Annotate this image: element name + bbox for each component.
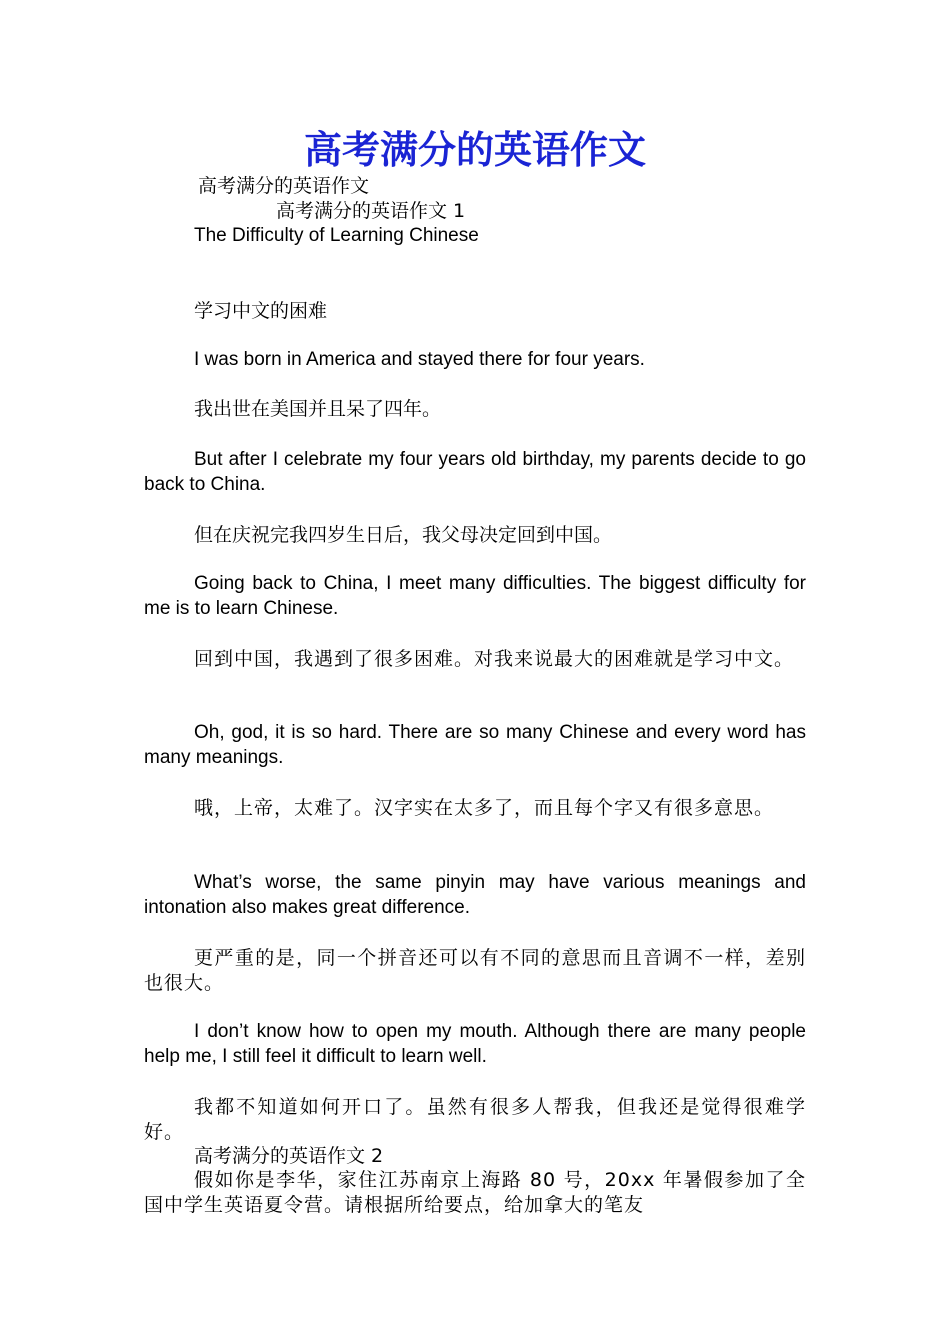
document-title: 高考满分的英语作文 bbox=[303, 127, 646, 172]
essay1-title-en: The Difficulty of Learning Chinese bbox=[194, 225, 479, 246]
paragraph: Going back to China, I meet many difficulties. The biggest difficulty for me is to learn Chinese. bbox=[144, 573, 806, 619]
paragraph: What’s worse, the same pinyin may have various meanings and intonation also makes great difference. bbox=[144, 872, 806, 918]
essay2-heading: 高考满分的英语作文 2 bbox=[194, 1145, 384, 1167]
essay2-intro: 假如你是李华，家住江苏南京上海路 80 号，20xx 年暑假参加了全国中学生英语夏令营。请根据所给要点，给加拿大的笔友 bbox=[144, 1169, 806, 1216]
paragraph: Oh, god, it is so hard. There are so many Chinese and every word has many meanings. bbox=[144, 722, 806, 768]
paragraph: But after I celebrate my four years old birthday, my parents decide to go back to China. bbox=[144, 449, 806, 495]
paragraph: 我都不知道如何开口了。虽然有很多人帮我，但我还是觉得很难学好。 bbox=[144, 1096, 806, 1143]
paragraph: 我出世在美国并且呆了四年。 bbox=[194, 398, 442, 420]
paragraph: I don’t know how to open my mouth. Although there are many people help me, I still feel it difficult to learn well. bbox=[144, 1021, 806, 1067]
paragraph: 哦，上帝，太难了。汉字实在太多了，而且每个字又有很多意思。 bbox=[194, 797, 775, 819]
paragraph: 但在庆祝完我四岁生日后，我父母决定回到中国。 bbox=[194, 524, 613, 546]
essay1-title-zh: 学习中文的困难 bbox=[194, 300, 328, 322]
essay1-heading: 高考满分的英语作文 1 bbox=[276, 200, 466, 222]
paragraph: 回到中国，我遇到了很多困难。对我来说最大的困难就是学习中文。 bbox=[194, 648, 795, 670]
paragraph: 更严重的是，同一个拼音还可以有不同的意思而且音调不一样，差别也很大。 bbox=[144, 947, 806, 994]
paragraph: I was born in America and stayed there for four years. bbox=[194, 349, 645, 370]
document-subtitle: 高考满分的英语作文 bbox=[198, 175, 370, 197]
